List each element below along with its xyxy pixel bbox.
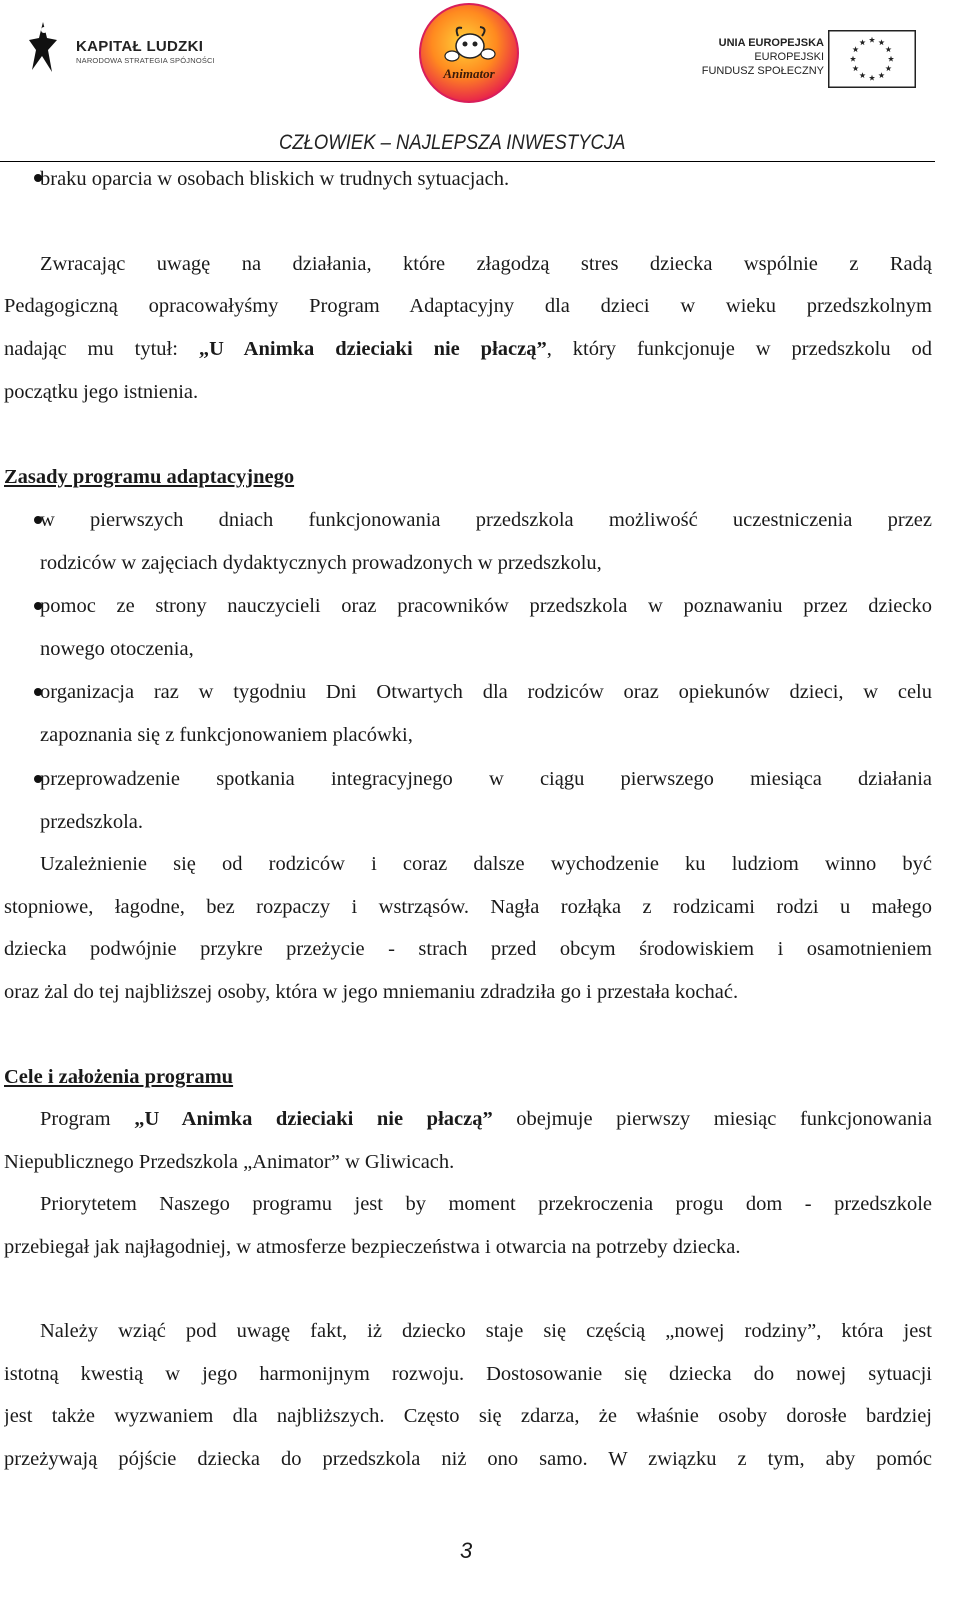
para3-line4: przeżywają pójście dziecka do przedszkola niż ono samo. W związku z tym, aby pomóc [4, 1448, 932, 1470]
para1-line3-pre: nadając mu tytuł: [4, 338, 199, 360]
kapital-ludzki-logo [28, 18, 218, 78]
intro-bullet-text: braku oparcia w osobach bliskich w trudnych sytuacjach. [40, 168, 510, 190]
kapital-ludzki-star-icon [28, 20, 58, 76]
zasady-item2-line2: nowego otoczenia, [40, 638, 194, 660]
kapital-ludzki-subtitle: NARODOWA STRATEGIA SPÓJNOŚCI [76, 56, 215, 65]
section-heading-cele: Cele i założenia programu [4, 1066, 234, 1088]
para3-line3: jest także wyzwaniem dla najbliższych. Często się zdarza, że właśnie osoby dorosłe bardziej [4, 1405, 932, 1427]
section-heading-zasady: Zasady programu adaptacyjnego [4, 466, 295, 488]
ue-efs-logo [700, 30, 930, 90]
zasady-item2-line1: pomoc ze strony nauczycieli oraz pracowników przedszkola w poznawaniu przez dziecko [40, 595, 932, 617]
zasady-item3-line2: zapoznania się z funkcjonowaniem placówki, [40, 724, 413, 746]
cele-para2-line2: przebiegał jak najłagodniej, w atmosferze bezpieczeństwa i otwarcia na potrzeby dziecka. [4, 1236, 741, 1258]
ue-fund-line2: FUNDUSZ SPOŁECZNY [701, 65, 824, 77]
para1-line3-post: , który funkcjonuje w przedszkolu od [546, 338, 932, 360]
zasady-item1-line2: rodziców w zajęciach dydaktycznych prowadzonych w przedszkolu, [40, 552, 602, 574]
ue-title: UNIA EUROPEJSKA [718, 37, 824, 49]
zasady-item4-line1: przeprowadzenie spotkania integracyjnego w ciągu pierwszego miesiąca działania [40, 768, 932, 790]
cele-para1-line1 [40, 1107, 932, 1131]
program-title-bold: „U Animka dzieciaki nie płaczą” [198, 338, 547, 360]
zasady-item1-line1: w pierwszych dniach funkcjonowania przedszkola możliwość uczestniczenia przez [40, 509, 932, 531]
header-divider [0, 161, 935, 162]
program-title-bold: „U Animka dzieciaki nie płaczą” [134, 1108, 493, 1130]
page-header [0, 0, 960, 162]
animator-logo-text: Animator [443, 66, 495, 81]
para1-line3 [4, 337, 932, 361]
zasady-item3-line1: organizacja raz w tygodniu Dni Otwartych dla rodziców oraz opiekunów dzieci, w celu [40, 681, 932, 703]
ue-fund-line1: EUROPEJSKI [754, 51, 824, 63]
para2-line4: oraz żal do tej najbliższej osoby, która w jego mniemaniu zdradziła go i przestała kochać. [4, 981, 739, 1003]
para2-line2: stopniowe, łagodne, bez rozpaczy i wstrząsów. Nagła rozłąka z rodzicami rodzi u małego [4, 896, 932, 918]
cele-para1-line2: Niepublicznego Przedszkola „Animator” w Gliwicach. [4, 1151, 455, 1173]
para2-line1: Uzależnienie się od rodziców i coraz dalsze wychodzenie ku ludziom winno być [40, 853, 932, 875]
header-motto: CZŁOWIEK – NAJLEPSZA INWESTYCJA [279, 131, 626, 154]
cele-para2-line1: Priorytetem Naszego programu jest by moment przekroczenia progu dom - przedszkole [40, 1193, 932, 1215]
para3-line1: Należy wziąć pod uwagę fakt, iż dziecko staje się częścią „nowej rodziny”, która jest [40, 1320, 932, 1342]
para1-line2: Pedagogiczną opracowałyśmy Program Adaptacyjny dla dzieci w wieku przedszkolnym [4, 295, 932, 317]
animator-logo [418, 2, 520, 104]
para2-line3: dziecka podwójnie przykre przeżycie - strach przed obcym środowiskiem i osamotnieniem [4, 938, 932, 960]
para1-line4: początku jego istnienia. [4, 381, 199, 403]
kapital-ludzki-title: KAPITAŁ LUDZKI [76, 38, 204, 55]
eu-flag-icon [828, 30, 916, 88]
zasady-item4-line2: przedszkola. [40, 811, 144, 833]
cele-para1-pre: Program [40, 1108, 135, 1130]
para3-line2: istotną kwestią w jego harmonijnym rozwoju. Dostosowanie się dziecka do nowej sytuacji [4, 1363, 932, 1385]
cele-para1-post: obejmuje pierwszy miesiąc funkcjonowania [492, 1108, 932, 1130]
page-number: 3 [460, 1538, 473, 1563]
para1-line1: Zwracając uwagę na działania, które złagodzą stres dziecka wspólnie z Radą [40, 253, 932, 275]
